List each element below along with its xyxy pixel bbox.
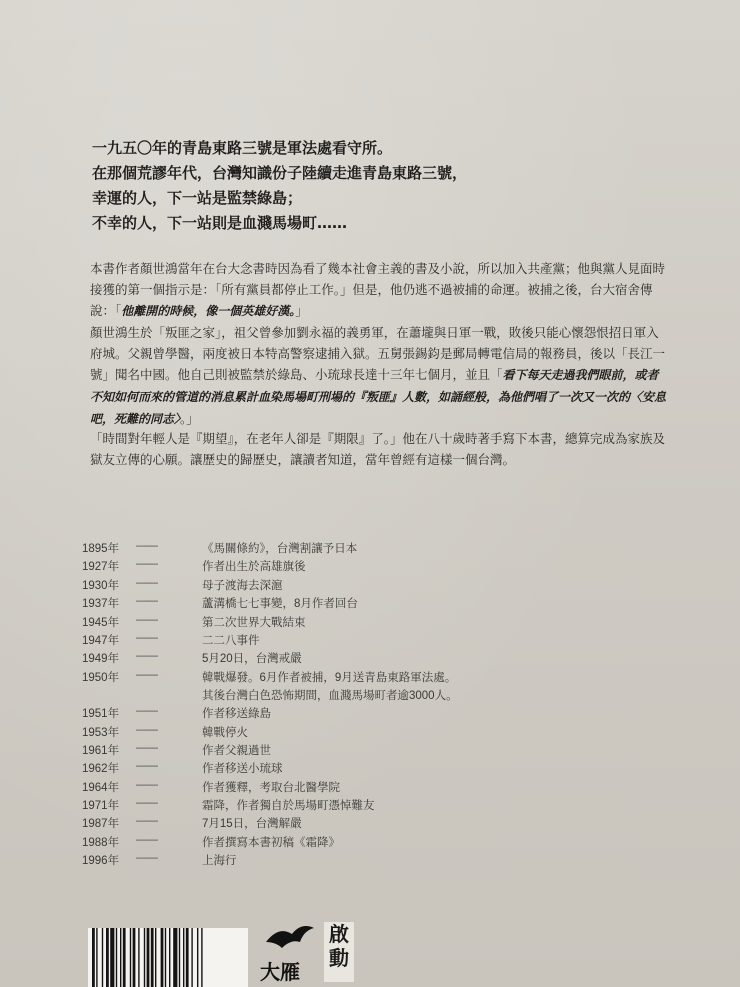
timeline-dash: —— xyxy=(136,650,157,663)
timeline-event: 母子渡海去深滬 xyxy=(202,579,283,592)
timeline-row xyxy=(82,852,642,870)
timeline-event: 上海行 xyxy=(202,855,237,868)
barcode-bar xyxy=(197,928,198,987)
goose-icon xyxy=(264,922,316,956)
timeline-event: 蘆溝橋七七事變，8月作者回台 xyxy=(202,598,358,611)
barcode-bar xyxy=(116,928,117,987)
timeline-dash: —— xyxy=(136,797,157,810)
timeline-year: 1927年 xyxy=(82,561,120,574)
timeline-dash: —— xyxy=(136,613,157,626)
handwritten-quote: 看下每天走過我們眼前，或者不知如何而來的管道的消息累計血染馬場町刑場的『叛匪』人數，如誦經般，為他們唱了一次又一次的〈安息吧，死難的同志〉 xyxy=(90,368,667,426)
timeline-year: 1945年 xyxy=(82,616,120,629)
timeline-event: 韓戰爆發。6月作者被捕，9月送青島東路軍法處。 xyxy=(202,671,457,684)
timeline-dash: —— xyxy=(136,705,157,718)
timeline-dash: —— xyxy=(136,723,157,736)
timeline-event: 作者移送小琉球 xyxy=(202,763,283,776)
timeline-event: 霜降，作者獨自於馬場町憑悼難友 xyxy=(202,800,375,813)
barcode-bar xyxy=(123,928,126,987)
timeline-row xyxy=(82,669,642,687)
timeline-dash: —— xyxy=(136,815,157,828)
barcode-bar xyxy=(138,928,139,987)
barcode-bar xyxy=(165,928,166,987)
timeline-year: 1971年 xyxy=(82,800,120,813)
timeline-dash: —— xyxy=(136,576,157,589)
timeline-event: 《馬關條約》，台灣割讓予日本 xyxy=(202,543,358,555)
timeline-dash: —— xyxy=(136,558,157,571)
timeline-dash: —— xyxy=(136,833,157,846)
description-paragraph-1 xyxy=(90,258,670,322)
timeline-year: 1895年 xyxy=(82,543,120,555)
intro-block xyxy=(92,136,692,236)
timeline-row xyxy=(82,595,642,613)
timeline-dash: —— xyxy=(136,852,157,865)
timeline-row xyxy=(82,632,642,650)
timeline-year: 1988年 xyxy=(82,836,120,849)
timeline-year: 1953年 xyxy=(82,726,120,739)
barcode-bar xyxy=(120,928,121,987)
barcode-bar xyxy=(169,928,170,987)
timeline xyxy=(82,540,642,871)
barcode-bar xyxy=(144,928,145,987)
barcode-bar xyxy=(186,928,189,987)
barcode xyxy=(88,928,248,987)
paragraph-text: 」 xyxy=(295,303,308,318)
description-paragraph-3: 「時間對年輕人是『期望』，在老年人卻是『期限』了。」他在八十歲時著手寫下本書，總算完成為家族及獄友立傳的心願。讓歷史的歸歷史，讓讀者知道，當年曾經有這樣一個台灣。 xyxy=(90,431,666,467)
intro-line: 不幸的人，下一站則是血濺馬場町…… xyxy=(92,214,348,232)
timeline-event: 作者父親過世 xyxy=(202,744,271,757)
intro-line: 在那個荒謬年代，台灣知識份子陸續走進青島東路三號， xyxy=(92,164,468,182)
timeline-year: 1949年 xyxy=(82,653,120,666)
timeline-year: 1987年 xyxy=(82,818,120,831)
barcode-bar xyxy=(130,928,131,987)
timeline-event: 7月15日，台灣解嚴 xyxy=(202,818,302,831)
timeline-row xyxy=(82,614,642,632)
timeline-event: 二二八事件 xyxy=(202,634,260,647)
timeline-row xyxy=(82,742,642,760)
paragraph-text: 本書作者顏世鴻當年在台大念書時因為看了幾本社會主義的書及小說，所以加入共產黨；他與黨人見面時接獲的第一個指示是：「所有黨員都停止工作。」但是，他仍逃不過被捕的命運。被捕之後，台大宿舍傳說：「 xyxy=(90,261,666,318)
publisher-logo xyxy=(258,922,322,982)
timeline-dash: —— xyxy=(136,668,157,681)
paragraph-text: 。」 xyxy=(180,411,199,426)
seal-char: 動 xyxy=(329,946,349,970)
timeline-year: 1937年 xyxy=(82,598,120,611)
timeline-row xyxy=(82,650,642,668)
timeline-event: 韓戰停火 xyxy=(202,726,248,739)
timeline-event: 5月20日，台灣戒嚴 xyxy=(202,653,302,666)
barcode-bar xyxy=(106,928,109,987)
timeline-dash: —— xyxy=(136,778,157,791)
publisher-name: 大雁 xyxy=(260,960,300,984)
timeline-row xyxy=(82,705,642,723)
timeline-row xyxy=(82,797,642,815)
barcode-bar xyxy=(110,928,114,987)
timeline-event: 作者出生於高雄旗後 xyxy=(202,561,306,574)
timeline-event: 作者移送綠島 xyxy=(202,708,271,721)
timeline-year: 1950年 xyxy=(82,671,120,684)
barcode-bar xyxy=(191,928,192,987)
timeline-row xyxy=(82,834,642,852)
publisher-seal-logo xyxy=(324,922,354,982)
timeline-dash: —— xyxy=(136,595,157,608)
barcode-bar xyxy=(173,928,177,987)
timeline-row xyxy=(82,724,642,742)
barcode-bar xyxy=(147,928,150,987)
barcode-bar xyxy=(161,928,164,987)
intro-line: 一九五〇年的青島東路三號是軍法處看守所。 xyxy=(92,139,393,157)
timeline-year: 1961年 xyxy=(82,744,120,757)
barcode-bar xyxy=(183,928,184,987)
intro-line: 幸運的人，下一站是監禁綠島； xyxy=(92,189,303,207)
timeline-row xyxy=(82,558,642,576)
timeline-year: 1930年 xyxy=(82,579,120,592)
timeline-year: 1964年 xyxy=(82,781,120,794)
timeline-dash: —— xyxy=(136,631,157,644)
timeline-year: 1947年 xyxy=(82,634,120,647)
timeline-row xyxy=(82,760,642,778)
timeline-event: 作者獲釋，考取台北醫學院 xyxy=(202,781,340,794)
timeline-dash: —— xyxy=(136,741,157,754)
barcode-bar xyxy=(102,928,103,987)
timeline-year: 1996年 xyxy=(82,855,120,868)
timeline-dash: —— xyxy=(136,760,157,773)
barcode-bar xyxy=(201,928,202,987)
timeline-dash: —— xyxy=(136,540,157,552)
seal-char: 啟 xyxy=(329,922,349,946)
barcode-bar xyxy=(151,928,154,987)
timeline-row xyxy=(82,577,642,595)
timeline-event: 第二次世界大戰結束 xyxy=(202,616,306,629)
barcode-bar xyxy=(179,928,180,987)
timeline-year: 1951年 xyxy=(82,708,120,721)
barcode-bar xyxy=(155,928,156,987)
timeline-row xyxy=(82,779,642,797)
barcode-graphic xyxy=(88,928,248,987)
paragraph-text: 顏世鴻生於「叛匪之家」，祖父曾參加劉永福的義勇軍，在蕭壠與日軍一戰，敗後只能心懷怨恨招日軍入府城。父親曾學醫，兩度被日本特高警察逮捕入獄。五舅張錫鈞是郵局轉電信局的報務員，後以「長江一號」聞名中國。他自己則被監禁於綠島、小琉球長達十三年七個月，並且「 xyxy=(90,325,666,382)
handwritten-quote: 他離開的時候，像一個英雄好漢。 xyxy=(121,304,296,318)
timeline-event: 作者撰寫本書初稿《霜降》 xyxy=(202,836,340,849)
description-paragraph-2 xyxy=(90,322,670,430)
timeline-row xyxy=(82,540,642,558)
barcode-bar xyxy=(96,928,97,987)
barcode-bar xyxy=(92,928,95,987)
timeline-event-continuation: 其後台灣白色恐怖期間，血濺馬場町者逾3000人。 xyxy=(202,690,458,703)
barcode-bar xyxy=(133,928,136,987)
timeline-row xyxy=(82,815,642,833)
timeline-year: 1962年 xyxy=(82,763,120,776)
